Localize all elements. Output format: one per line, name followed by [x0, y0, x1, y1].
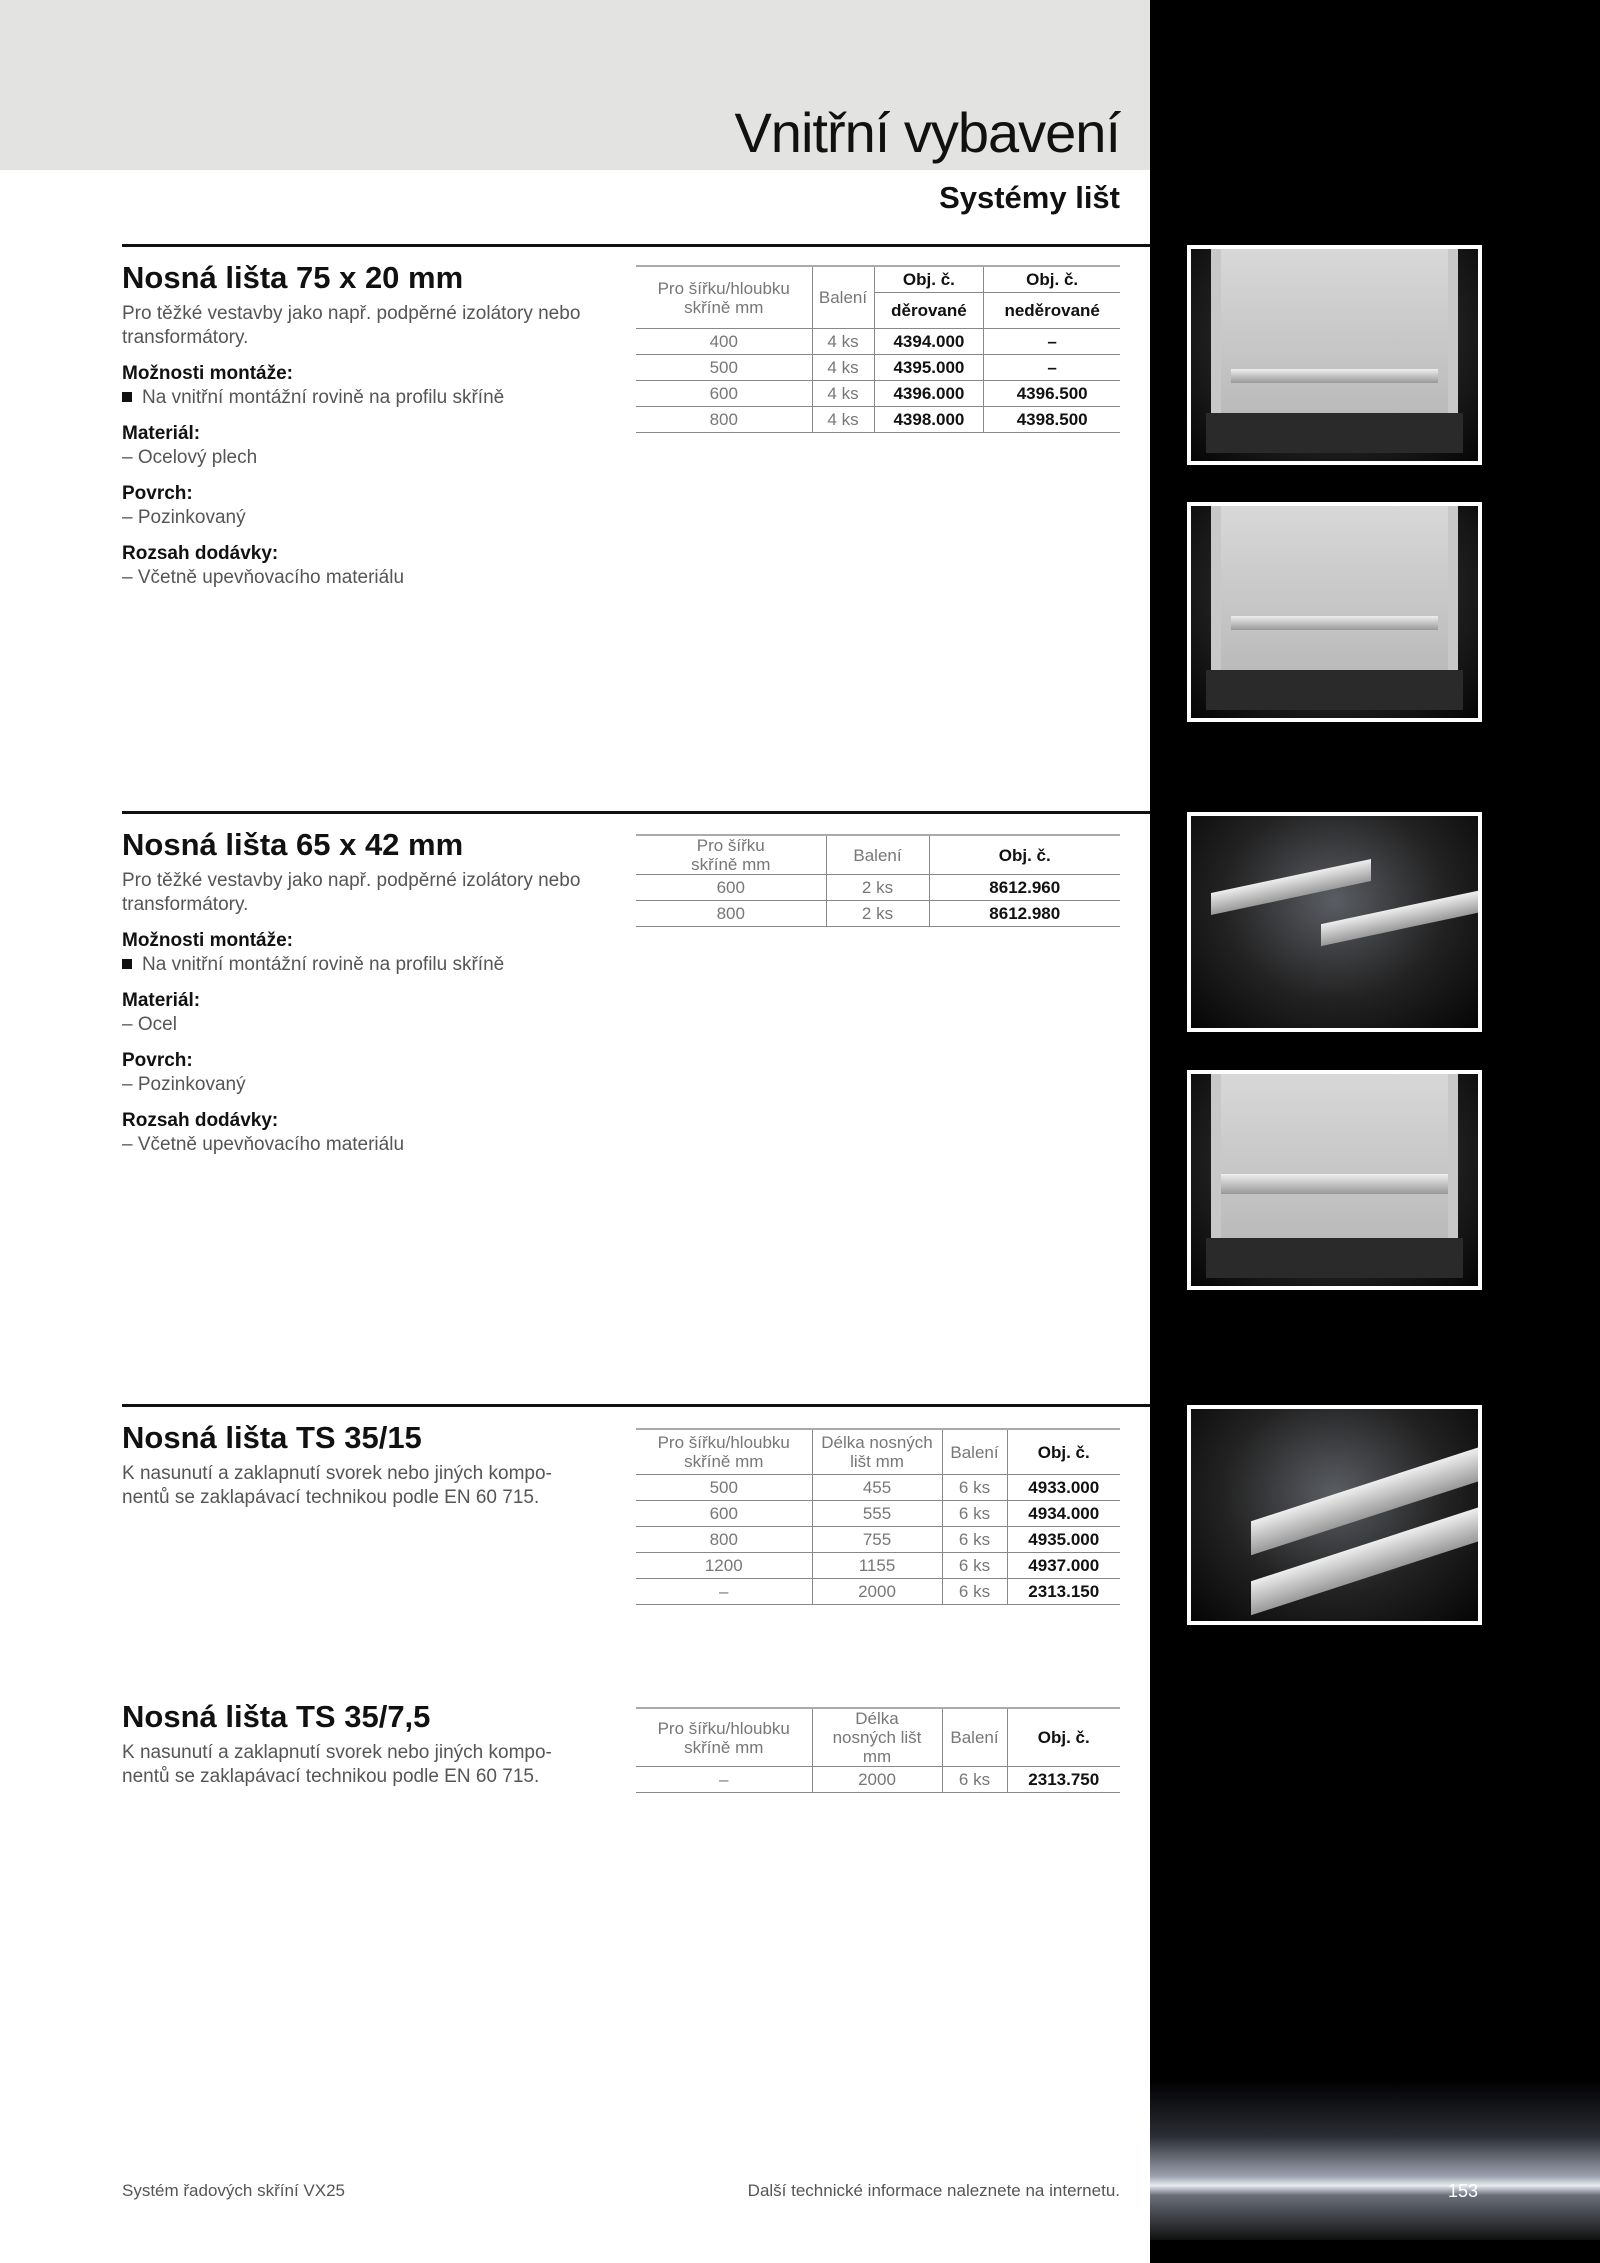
table-cell: 555	[812, 1501, 942, 1527]
table-cell: –	[636, 1579, 812, 1605]
table-ts35-15	[636, 1428, 1120, 1605]
table-cell: 455	[812, 1475, 942, 1501]
table-cell: 2313.150	[1007, 1579, 1120, 1605]
product-image-cabinet-rails	[1187, 1070, 1482, 1290]
material-heading: Materiál:	[122, 990, 201, 1011]
col-subheader: děrované	[874, 293, 984, 329]
col-header: Balení	[942, 1708, 1007, 1767]
description: Pro těžké vestavby jako např. podpěrné izolátory nebo transformátory.	[122, 303, 581, 348]
table-cell: 4398.000	[874, 407, 984, 433]
table-cell: 8612.980	[929, 901, 1120, 927]
table-cell: 6 ks	[942, 1767, 1007, 1793]
page-number: 153	[1448, 2181, 1479, 2201]
section-divider	[122, 244, 1150, 247]
table-cell: 1155	[812, 1553, 942, 1579]
col-header: Pro šířku skříně mm	[636, 835, 826, 875]
table-cell: 800	[636, 901, 826, 927]
product-image-cabinet-rails	[1187, 502, 1482, 722]
table-cell: 4398.500	[984, 407, 1120, 433]
table-cell: 6 ks	[942, 1475, 1007, 1501]
page-subtitle: Systémy lišt	[939, 180, 1120, 215]
table-cell: 1200	[636, 1553, 812, 1579]
mount-text: Na vnitřní montážní rovině na profilu skříně	[142, 954, 505, 975]
section-title: Nosná lišta 75 x 20 mm	[122, 260, 464, 295]
scope-heading: Rozsah dodávky:	[122, 543, 279, 564]
table-row	[636, 1767, 1120, 1793]
table-row	[636, 1501, 1120, 1527]
col-header: Obj. č.	[1007, 1429, 1120, 1475]
table-cell: 2 ks	[826, 901, 929, 927]
section-divider	[122, 811, 1150, 814]
table-cell: 755	[812, 1527, 942, 1553]
table-cell: 4396.500	[984, 381, 1120, 407]
product-image-din-rails	[1187, 1405, 1482, 1625]
table-cell: 800	[636, 407, 812, 433]
col-header: Balení	[812, 266, 874, 329]
table-cell: 4937.000	[1007, 1553, 1120, 1579]
product-image-rails	[1187, 812, 1482, 1032]
material-text: – Ocel	[122, 1014, 177, 1035]
surface-heading: Povrch:	[122, 1050, 193, 1071]
table-cell: 2000	[812, 1579, 942, 1605]
table-cell: –	[984, 329, 1120, 355]
mount-heading: Možnosti montáže:	[122, 363, 293, 384]
table-cell: –	[984, 355, 1120, 381]
side-decoration	[1150, 2080, 1600, 2240]
table-cell: 4 ks	[812, 355, 874, 381]
table-cell: 500	[636, 1475, 812, 1501]
table-cell: 4396.000	[874, 381, 984, 407]
material-text: – Ocelový plech	[122, 447, 258, 468]
material-heading: Materiál:	[122, 423, 201, 444]
table-row	[636, 1553, 1120, 1579]
bullet-icon	[122, 392, 132, 402]
section-ts35-15	[122, 1420, 592, 1510]
table-row	[636, 875, 1120, 901]
description: Pro těžké vestavby jako např. podpěrné izolátory nebo transformátory.	[122, 870, 581, 915]
table-cell: 4 ks	[812, 381, 874, 407]
section-title: Nosná lišta TS 35/7,5	[122, 1699, 431, 1734]
col-header: Délka nosných lišt mm	[812, 1429, 942, 1475]
col-header: Obj. č.	[984, 266, 1120, 293]
table-cell: 400	[636, 329, 812, 355]
footer-series: Systém řadových skříní VX25	[122, 2181, 345, 2200]
table-cell: 4394.000	[874, 329, 984, 355]
col-header: Obj. č.	[929, 835, 1120, 875]
scope-heading: Rozsah dodávky:	[122, 1110, 279, 1131]
table-cell: 6 ks	[942, 1579, 1007, 1605]
table-cell: 6 ks	[942, 1501, 1007, 1527]
table-cell: –	[636, 1767, 812, 1793]
table-cell: 6 ks	[942, 1553, 1007, 1579]
surface-heading: Povrch:	[122, 483, 193, 504]
table-row	[636, 901, 1120, 927]
description: K nasunutí a zaklapnutí svorek nebo jiných komponentů se zaklapávací technikou podle EN 60 715.	[122, 1742, 552, 1787]
table-row	[636, 1475, 1120, 1501]
table-75x20	[636, 265, 1120, 433]
table-cell: 4935.000	[1007, 1527, 1120, 1553]
scope-text: – Včetně upevňovacího materiálu	[122, 567, 405, 588]
col-header: Pro šířku/hloubku skříně mm	[636, 1429, 812, 1475]
product-image-cabinet-rails	[1187, 245, 1482, 465]
table-cell: 2 ks	[826, 875, 929, 901]
footer-note: Další technické informace naleznete na internetu.	[747, 2181, 1120, 2200]
col-header: Balení	[942, 1429, 1007, 1475]
col-header: Balení	[826, 835, 929, 875]
table-cell: 500	[636, 355, 812, 381]
table-cell: 2313.750	[1007, 1767, 1120, 1793]
section-title: Nosná lišta TS 35/15	[122, 1420, 422, 1455]
table-row	[636, 329, 1120, 355]
table-row	[636, 1527, 1120, 1553]
col-subheader: neděrované	[984, 293, 1120, 329]
table-cell: 600	[636, 875, 826, 901]
table-row	[636, 381, 1120, 407]
col-header: Obj. č.	[1007, 1708, 1120, 1767]
mount-heading: Možnosti montáže:	[122, 930, 293, 951]
table-cell: 600	[636, 1501, 812, 1527]
page-title: Vnitřní vybavení	[734, 101, 1120, 164]
surface-text: – Pozinkovaný	[122, 1074, 246, 1095]
table-row	[636, 1579, 1120, 1605]
surface-text: – Pozinkovaný	[122, 507, 246, 528]
table-cell: 2000	[812, 1767, 942, 1793]
scope-text: – Včetně upevňovacího materiálu	[122, 1134, 405, 1155]
section-title: Nosná lišta 65 x 42 mm	[122, 827, 464, 862]
table-cell: 4 ks	[812, 329, 874, 355]
table-cell: 6 ks	[942, 1527, 1007, 1553]
table-cell: 4 ks	[812, 407, 874, 433]
table-cell: 4934.000	[1007, 1501, 1120, 1527]
col-header: Obj. č.	[874, 266, 984, 293]
table-row	[636, 355, 1120, 381]
col-header: Délka nosných lišt mm	[812, 1708, 942, 1767]
section-75x20	[122, 260, 592, 590]
table-cell: 4933.000	[1007, 1475, 1120, 1501]
table-cell: 600	[636, 381, 812, 407]
description: K nasunutí a zaklapnutí svorek nebo jiných komponentů se zaklapávací technikou podle EN 60 715.	[122, 1463, 552, 1508]
section-ts35-7-5	[122, 1699, 592, 1789]
table-cell: 8612.960	[929, 875, 1120, 901]
table-row	[636, 407, 1120, 433]
bullet-icon	[122, 959, 132, 969]
col-header: Pro šířku/hloubku skříně mm	[636, 1708, 812, 1767]
mount-text: Na vnitřní montážní rovině na profilu skříně	[142, 387, 505, 408]
table-65x42	[636, 834, 1120, 927]
table-ts35-7-5	[636, 1707, 1120, 1793]
table-cell: 800	[636, 1527, 812, 1553]
section-divider	[122, 1404, 1150, 1407]
section-65x42	[122, 827, 592, 1157]
col-header: Pro šířku/hloubku skříně mm	[636, 266, 812, 329]
table-cell: 4395.000	[874, 355, 984, 381]
